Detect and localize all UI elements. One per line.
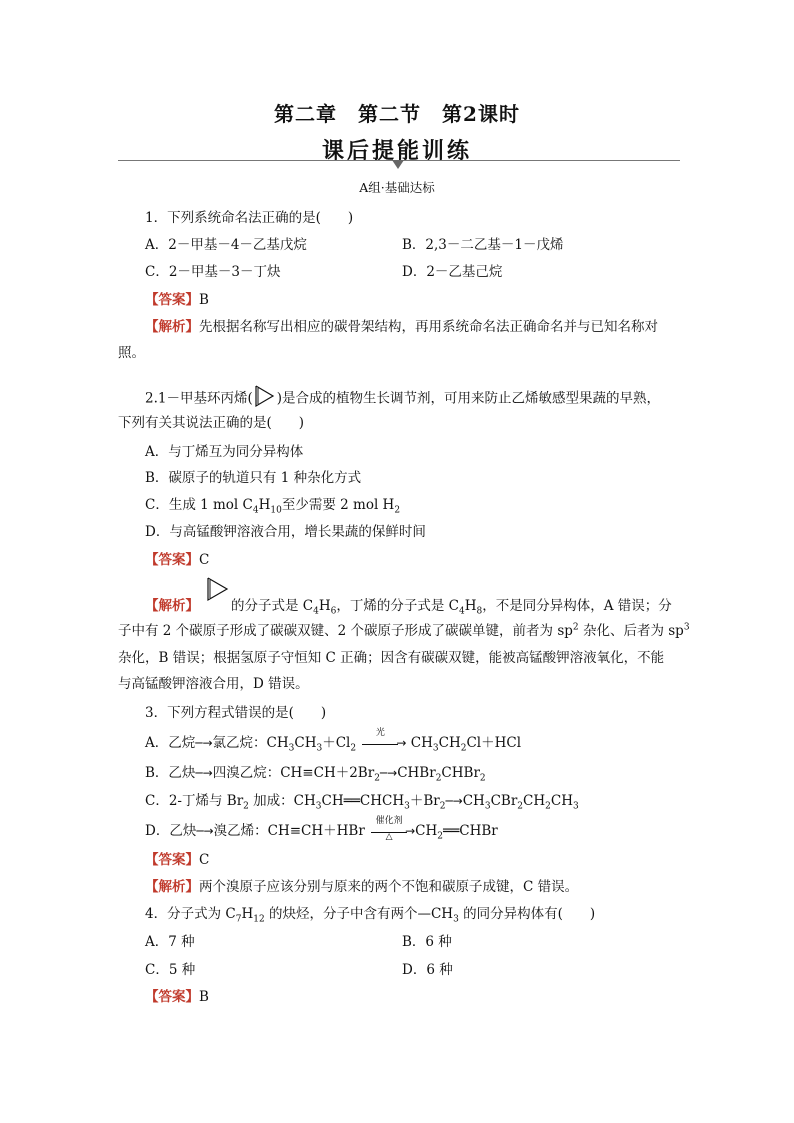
q4-part: 的同分异构体有( )	[458, 906, 596, 922]
q4-sub: 3	[453, 914, 459, 925]
q1-stem: 1．下列系统命名法正确的是( )	[145, 210, 354, 226]
analysis-tag: 【解析】	[145, 597, 199, 614]
q3b-part: CHBr	[441, 765, 480, 781]
q1-option-d: D．2－乙基己烷	[402, 264, 503, 280]
q4-part: H	[241, 906, 254, 922]
q4-answer	[145, 985, 209, 1005]
q4-option-a: A．7 种	[145, 934, 195, 950]
q2an-sup: 2	[572, 622, 579, 633]
sub: 2	[439, 801, 446, 812]
q4-part: 的炔烃，分子中含有两个—CH	[264, 906, 454, 922]
q2-stem-part: 2.1－甲基环丙烯(	[145, 390, 253, 407]
q3-option-a	[145, 727, 522, 754]
q3-answer-value: C	[199, 852, 210, 868]
q1-answer	[145, 288, 209, 308]
q2-stem-line1	[145, 384, 660, 414]
q2an-part: H	[318, 597, 331, 614]
q2-analysis-text	[231, 597, 672, 617]
reaction-line	[362, 744, 398, 745]
q3c-part: C．2-丁烯与 Br	[145, 793, 244, 809]
q1-analysis-text: 先根据名称写出相应的碳骨架结构，再用系统命名法正确命名并与已知名称对	[199, 319, 658, 335]
arrow-icon: ─→	[195, 766, 213, 780]
q2-analysis-line1	[145, 576, 672, 617]
q3-option-b	[145, 761, 486, 784]
analysis-tag: 【解析】	[145, 879, 199, 895]
reaction-condition	[369, 815, 409, 842]
q2-answer	[145, 548, 209, 568]
q2-option-a: A．与丁烯互为同分异构体	[145, 444, 304, 460]
q3d-part: CH	[415, 823, 438, 839]
q2c-part: 至少需要 2 mol H	[281, 497, 395, 513]
q2-analysis-line4: 与高锰酸钾溶液合用，D 错误。	[118, 676, 309, 692]
q1-option-a: A．2－甲基－4－乙基戊烷	[145, 237, 307, 253]
condition-catalyst: 催化剂	[375, 815, 403, 826]
q3b-part: 四溴乙烷：CH≡CH＋2Br	[212, 765, 375, 781]
q4-sub: 7	[235, 914, 242, 925]
q4-sub: 12	[253, 914, 265, 925]
q1-analysis-line1	[145, 315, 658, 335]
q2c-sub: 10	[270, 505, 282, 516]
q3a-part: 氯乙烷：CH	[212, 735, 289, 751]
q3-option-d	[145, 815, 498, 842]
q4-option-b: B．6 种	[402, 934, 452, 950]
answer-tag: 【答案】	[145, 292, 199, 308]
q3a-part: CH	[438, 735, 461, 751]
q2-stem-line2: 下列有关其说法正确的是( )	[118, 415, 305, 431]
q1-answer-value: B	[199, 292, 209, 308]
sub: 2	[517, 801, 524, 812]
q2-stem-part: )是合成的植物生长调节剂，可用来防止乙烯敏感型果蔬的早熟，	[276, 390, 661, 407]
sub: 2	[479, 773, 486, 784]
sub: 2	[374, 773, 380, 784]
q2-option-b: B．碳原子的轨道只有 1 种杂化方式	[145, 470, 362, 486]
analysis-tag: 【解析】	[145, 319, 199, 335]
q3c-part: CH	[523, 793, 546, 809]
q2an-sub: 6	[330, 606, 337, 617]
q2an-sub: 4	[459, 606, 465, 617]
sub: 3	[288, 743, 295, 754]
q2an-part: 杂化、后者为 sp	[578, 623, 684, 639]
sub: 3	[484, 801, 491, 812]
q3c-part: CH	[550, 793, 573, 809]
arrow-head-icon: →	[396, 736, 407, 750]
page-subtitle: 课后提能训练	[321, 138, 472, 164]
q3a-part: CH	[410, 735, 433, 751]
q2c-sub: 2	[394, 505, 401, 516]
q3d-part: 溴乙烯：CH≡CH＋HBr	[213, 823, 365, 839]
q3c-part: 加成：CH	[248, 793, 316, 809]
q2-analysis-line3: 杂化，B 错误；根据氢原子守恒知 C 正确；因含有碳碳双键，能被高锰酸钾溶液氧化，不能	[118, 650, 665, 666]
q3c-part: ＋Br	[409, 793, 440, 809]
sub: 2	[545, 801, 551, 812]
q1-option-c: C．2－甲基－3－丁炔	[145, 264, 281, 280]
sub: 2	[460, 743, 467, 754]
q1-option-b: B．2,3－二乙基－1－戊烯	[402, 237, 564, 253]
arrow-icon: ─→	[445, 794, 463, 808]
q2an-part: 子中有 2 个碳原子形成了碳碳双键、2 个碳原子形成了碳碳单键，前者为 sp	[118, 623, 573, 639]
q3-analysis-text: 两个溴原子应该分别与原来的两个不饱和碳原子成键，C 错误。	[199, 879, 579, 895]
q2an-sub: 4	[313, 606, 319, 617]
q2an-part: H	[464, 597, 477, 614]
sub: 3	[432, 743, 439, 754]
q2an-sub: 8	[476, 606, 483, 617]
condition-light: 光	[375, 727, 385, 738]
answer-tag: 【答案】	[145, 989, 199, 1005]
arrow-icon: ─→	[379, 766, 398, 780]
sub: 3	[315, 801, 322, 812]
q1-analysis-line2: 照。	[118, 345, 145, 361]
q3c-part: CBr	[490, 793, 518, 809]
q3d-part: D．乙炔	[145, 823, 197, 839]
condition-heat: △	[385, 831, 393, 842]
q2-option-c	[145, 493, 401, 516]
arrow-icon: ─→	[195, 736, 213, 750]
page-title: 第二章 第二节 第2课时	[274, 102, 520, 126]
arrow-icon: ─→	[196, 824, 214, 838]
arrow-head-icon: →	[405, 824, 416, 838]
sub: 2	[243, 801, 249, 812]
q3a-part: CH	[294, 735, 317, 751]
answer-tag: 【答案】	[145, 852, 199, 868]
q3-option-c	[145, 789, 579, 812]
q2-option-d: D．与高锰酸钾溶液合用，增长果蔬的保鲜时间	[145, 524, 426, 540]
q4-option-d: D．6 种	[402, 962, 453, 978]
sub: 3	[316, 743, 323, 754]
sub: 2	[350, 743, 357, 754]
q4-part: 4．分子式为 C	[145, 906, 236, 922]
sub: 2	[435, 773, 442, 784]
q2an-part: ，不是同分异构体，A 错误；分	[482, 597, 672, 614]
answer-tag: 【答案】	[145, 552, 199, 568]
q2an-part: 的分子式是 C	[231, 597, 314, 614]
q3a-part: A．乙烷	[145, 735, 196, 751]
q4-stem	[145, 902, 596, 925]
q3a-part: ＋Cl	[322, 735, 351, 751]
group-heading: A组·基础达标	[359, 180, 435, 195]
q3b-part: B．乙炔	[145, 765, 196, 781]
q2an-sup: 3	[683, 622, 690, 633]
q2c-part: H	[258, 497, 271, 513]
header-marker-icon	[392, 160, 404, 169]
q2-answer-value: C	[199, 552, 210, 568]
sub: 2	[437, 831, 443, 842]
q3c-part: CH══CHCH	[321, 793, 405, 809]
sub: 3	[572, 801, 579, 812]
q3a-part: Cl＋HCl	[466, 735, 522, 751]
reaction-condition	[360, 727, 400, 752]
methylcyclopropene-structure-icon	[253, 384, 277, 414]
q2an-part: ，丁烯的分子式是 C	[336, 597, 459, 614]
q4-answer-value: B	[199, 989, 209, 1005]
q3d-part: ══CHBr	[442, 823, 498, 839]
sub: 3	[404, 801, 410, 812]
q3-stem: 3．下列方程式错误的是( )	[145, 705, 327, 721]
q2c-sub: 4	[252, 505, 259, 516]
q3c-part: CH	[462, 793, 485, 809]
q3-answer	[145, 848, 209, 868]
q3b-part: CHBr	[397, 765, 436, 781]
q2-analysis-line2	[118, 619, 690, 639]
methylcyclopropene-structure-icon	[205, 576, 231, 608]
q3-analysis	[145, 875, 578, 895]
q4-option-c: C．5 种	[145, 962, 196, 978]
q2c-part: C．生成 1 mol C	[145, 497, 253, 513]
